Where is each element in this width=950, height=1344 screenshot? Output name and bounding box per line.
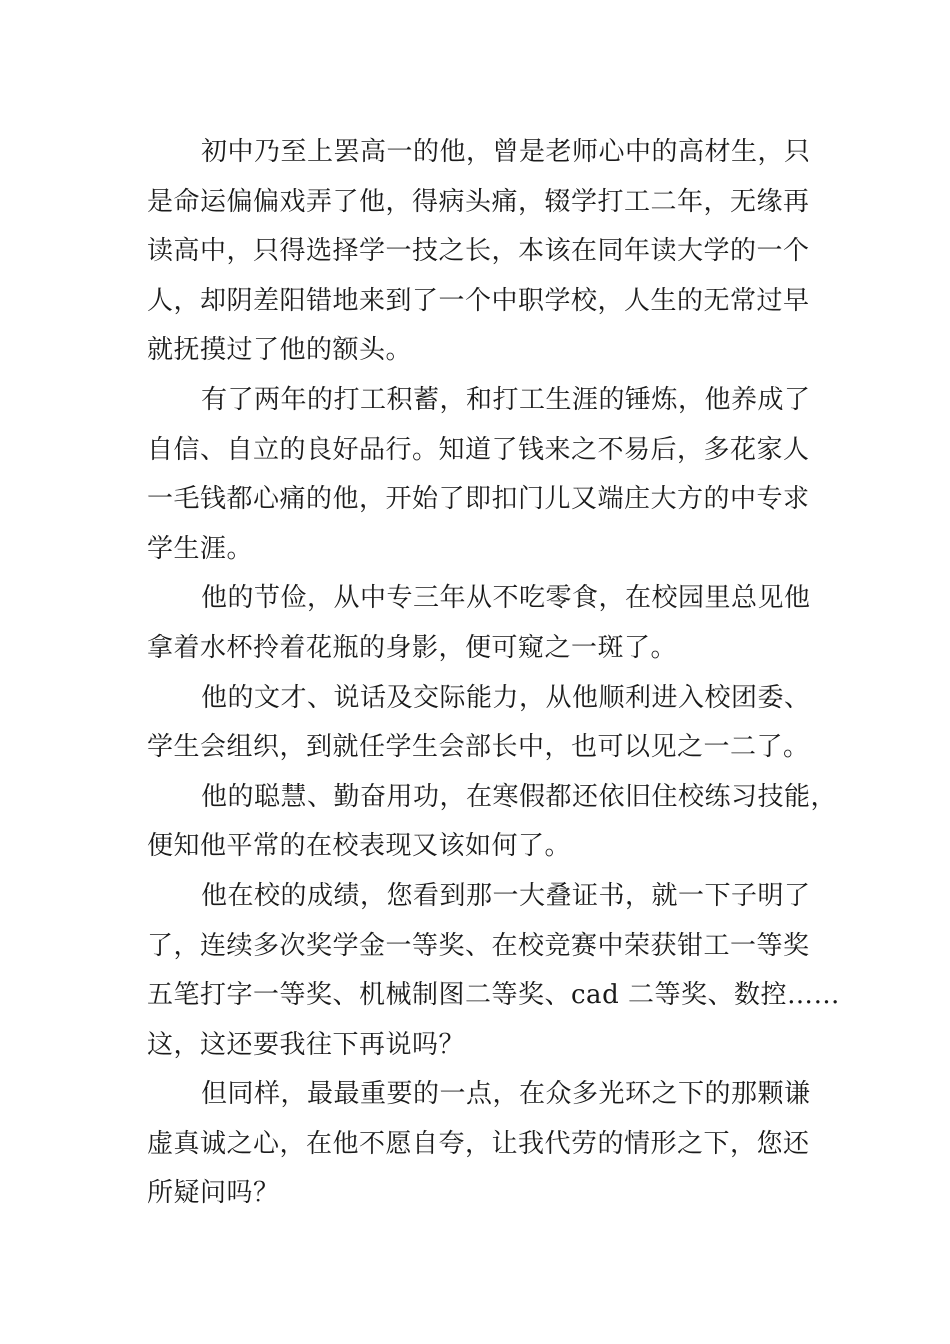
text-line: 学生涯。 <box>147 533 254 564</box>
paragraph <box>147 128 811 376</box>
body-text <box>147 128 840 1219</box>
text-line: 便知他平常的在校表现又该如何了。 <box>147 831 572 862</box>
text-line: 五笔打字一等奖、机械制图二等奖、cad 二等奖、数控…… <box>147 980 840 1011</box>
paragraph <box>147 872 840 1070</box>
text-line: 就抚摸过了他的额头。 <box>147 335 413 366</box>
paragraph <box>147 674 811 773</box>
paragraph <box>147 574 811 673</box>
text-line: 有了两年的打工积蓄，和打工生涯的锤炼，他养成了 <box>201 384 811 415</box>
text-line: 自信、自立的良好品行。知道了钱来之不易后，多花家人 <box>147 434 810 465</box>
text-line: 了，连续多次奖学金一等奖、在校竞赛中荣获钳工一等奖 <box>147 930 810 961</box>
text-line: 这，这还要我往下再说吗？ <box>147 1029 466 1060</box>
text-line: 学生会组织，到就任学生会部长中，也可以见之一二了。 <box>147 732 810 763</box>
paragraph <box>147 773 838 872</box>
text-line: 他的节俭，从中专三年从不吃零食，在校园里总见他 <box>201 583 811 614</box>
text-line: 他的聪慧、勤奋用功，在寒假都还依旧住校练习技能， <box>201 781 838 812</box>
text-line: 读高中，只得选择学一技之长，本该在同年读大学的一个 <box>147 236 810 267</box>
text-line: 但同样，最最重要的一点，在众多光环之下的那颗谦 <box>201 1079 811 1110</box>
text-line: 他在校的成绩，您看到那一大叠证书，就一下子明了 <box>201 880 811 911</box>
paragraph <box>147 1070 811 1219</box>
text-line: 人，却阴差阳错地来到了一个中职学校，人生的无常过早 <box>147 285 810 316</box>
text-line: 他的文才、说话及交际能力，从他顺利进入校团委、 <box>201 682 811 713</box>
text-line: 初中乃至上罢高一的他，曾是老师心中的高材生，只 <box>201 137 811 167</box>
text-line: 是命运偏偏戏弄了他，得病头痛，辍学打工二年，无缘再 <box>147 186 810 217</box>
text-line: 一毛钱都心痛的他，开始了即扣门儿又端庄大方的中专求 <box>147 484 810 515</box>
text-line: 所疑问吗？ <box>147 1178 280 1209</box>
paragraph <box>147 376 811 574</box>
text-line: 虚真诚之心，在他不愿自夸，让我代劳的情形之下，您还 <box>147 1128 810 1159</box>
text-line: 拿着水杯拎着花瓶的身影，便可窥之一斑了。 <box>147 632 678 663</box>
